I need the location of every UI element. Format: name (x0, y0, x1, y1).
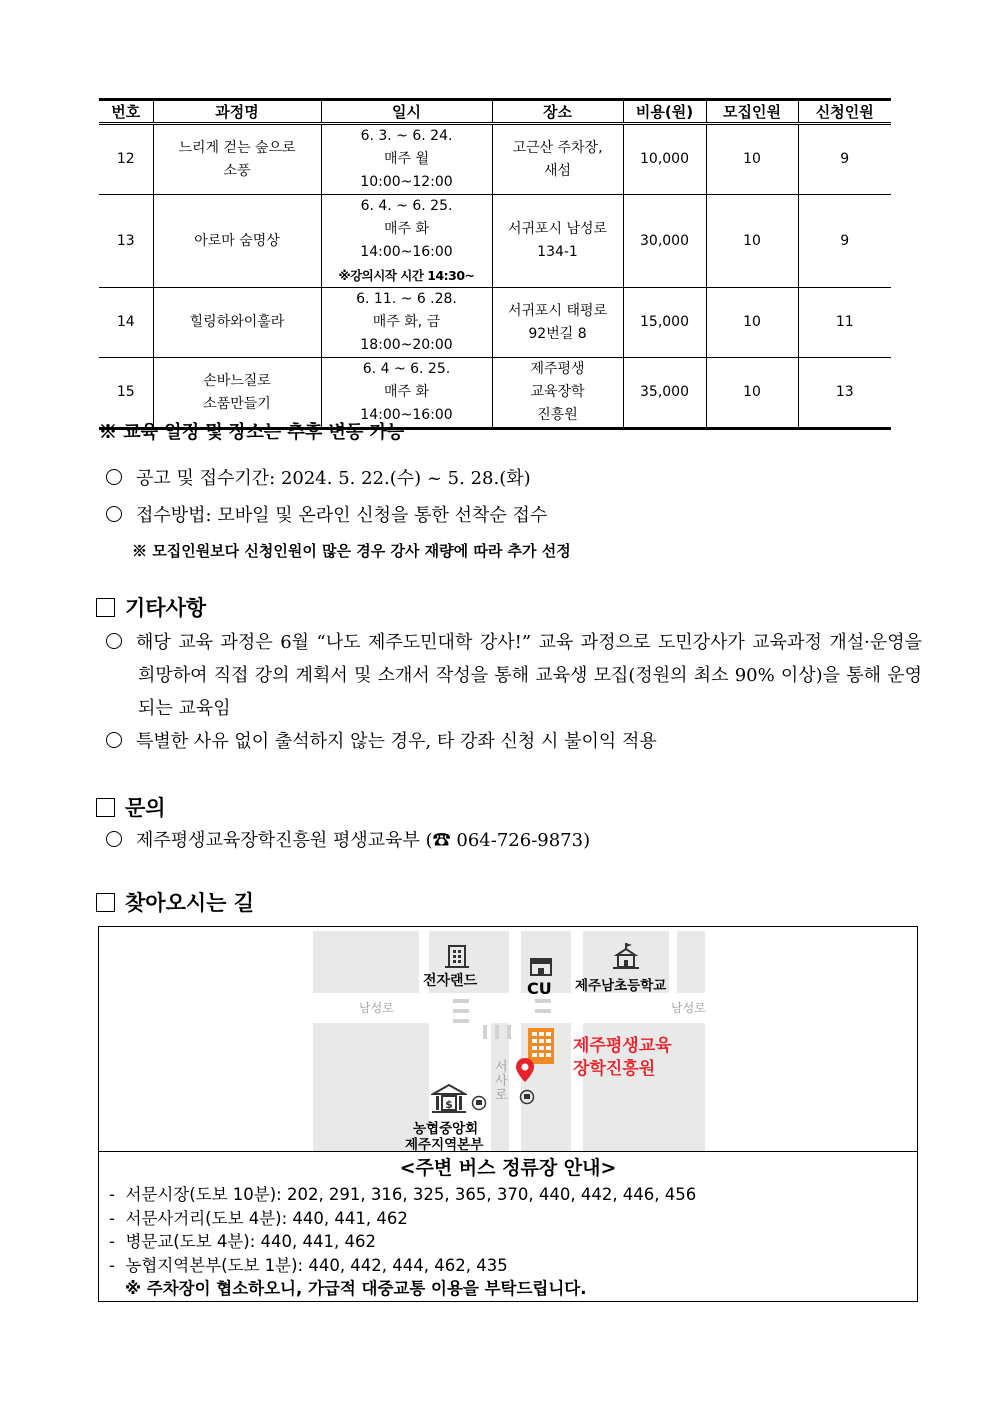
cell-place: 서귀포시 태평로 92번길 8 (492, 288, 623, 358)
cell-capacity: 10 (706, 124, 798, 195)
cell-cost: 10,000 (623, 124, 706, 195)
cell-no: 15 (99, 358, 153, 429)
map-label-cu: CU (527, 979, 552, 998)
crosswalk (495, 1025, 499, 1039)
building-icon (443, 943, 471, 969)
cell-name: 아로마 숨명상 (153, 195, 321, 288)
store-icon (529, 957, 553, 977)
road-label-vertical: 서사로 (495, 1060, 508, 1103)
table-row (99, 124, 891, 195)
cell-capacity: 10 (706, 358, 798, 429)
col-header: 모집인원 (706, 100, 798, 124)
circle-bullet-icon (106, 732, 122, 748)
cell-no: 13 (99, 195, 153, 288)
cell-no: 14 (99, 288, 153, 358)
location-pin-icon (515, 1057, 535, 1083)
section-inquiry-title: 문의 (96, 792, 166, 822)
circle-bullet-icon (106, 831, 122, 847)
list-item: - 서문사거리(도보 4분): 440, 441, 462 (109, 1208, 408, 1228)
circle-bullet-icon (106, 506, 122, 522)
road-label: 남성로 (671, 1001, 706, 1015)
cell-place: 서귀포시 남성로 134-1 (492, 195, 623, 288)
crosswalk (453, 999, 469, 1003)
map-label-electroland: 전자랜드 (423, 973, 478, 989)
bus-stop-icon (471, 1095, 487, 1111)
cell-name: 힐링하와이훌라 (153, 288, 321, 358)
map-block (313, 1023, 429, 1151)
map-label-target-line2: 장학진흥원 (573, 1059, 656, 1079)
schedule-change-notice: ※ 교육 일정 및 장소는 추후 변동 가능 (99, 422, 405, 443)
cell-name: 느리게 걷는 숲으로 소풍 (153, 124, 321, 195)
etc-item-2: 특별한 사유 없이 출석하지 않는 경우, 타 강좌 신청 시 불이익 적용 (106, 725, 922, 758)
cell-no: 12 (99, 124, 153, 195)
parking-note: ※ 주차장이 협소하오니, 가급적 대중교통 이용을 부탁드립니다. (125, 1279, 587, 1298)
method-subnote: ※ 모집인원보다 신청인원이 많은 경우 강사 재량에 따라 추가 선정 (132, 542, 571, 560)
square-bullet-icon (96, 598, 115, 617)
cell-place: 제주평생 교육장학 진흥원 (492, 358, 623, 429)
cell-cost: 35,000 (623, 358, 706, 429)
list-item: - 서문시장(도보 10분): 202, 291, 316, 325, 365, 370, 440, 442, 446, 456 (109, 1185, 697, 1204)
cell-schedule: 6. 3. ~ 6. 24. 매주 월 10:00~12:00 (321, 124, 492, 195)
inquiry-contact: 제주평생교육장학진흥원 평생교육부 (☎ 064-726-9873) (106, 826, 590, 852)
col-header: 장소 (492, 100, 623, 124)
cell-capacity: 10 (706, 288, 798, 358)
square-bullet-icon (96, 798, 115, 817)
svg-text:$: $ (445, 1098, 453, 1111)
table-row (99, 195, 891, 288)
list-item: - 병문교(도보 4분): 440, 441, 462 (109, 1232, 376, 1251)
map-label-target-line1: 제주평생교육 (573, 1036, 672, 1056)
circle-bullet-icon (106, 469, 122, 485)
cell-cost: 15,000 (623, 288, 706, 358)
cell-applied: 11 (798, 288, 891, 358)
course-table (99, 98, 891, 430)
square-bullet-icon (96, 893, 115, 912)
cell-schedule: 6. 11. ~ 6 .28. 매주 화, 금 18:00~20:00 (321, 288, 492, 358)
crosswalk (483, 1025, 487, 1039)
school-icon (611, 941, 641, 971)
col-header: 번호 (99, 100, 153, 124)
cell-name: 손바느질로 소품만들기 (153, 358, 321, 429)
table-row (99, 288, 891, 358)
crosswalk (535, 1009, 551, 1013)
cell-schedule: 6. 4. ~ 6. 25. 매주 화 14:00~16:00 ※강의시작 시간 14:30~ (321, 195, 492, 288)
map-block (313, 931, 419, 993)
cell-applied: 9 (798, 124, 891, 195)
col-header: 비용(원) (623, 100, 706, 124)
map-label-bank-line2: 제주지역본부 (405, 1137, 484, 1152)
section-etc-title: 기타사항 (96, 592, 206, 622)
cell-capacity: 10 (706, 195, 798, 288)
section-directions-title: 찾아오시는 길 (96, 887, 254, 917)
etc-items (106, 626, 922, 758)
col-header: 신청인원 (798, 100, 891, 124)
directions-box (98, 926, 918, 1302)
table-header-row (99, 100, 891, 124)
etc-item-1: 해당 교육 과정은 6월 “나도 제주도민대학 강사!” 교육 과정으로 도민강사가 교육과정 개설·운영을 희망하여 직접 강의 계획서 및 소개서 작성을 통해 교육생 모집(정원의 최소 90% 이상)을 통해 운영되는 교육임 (106, 626, 922, 725)
col-header: 일시 (321, 100, 492, 124)
cell-applied: 9 (798, 195, 891, 288)
application-method: 접수방법: 모바일 및 온라인 신청을 통한 선착순 접수 (106, 501, 547, 527)
bank-icon (431, 1083, 467, 1115)
col-header: 과정명 (153, 100, 321, 124)
map-block (677, 931, 705, 993)
cell-applied: 13 (798, 358, 891, 429)
bus-stop-icon (519, 1089, 535, 1105)
map-label-bank-line1: 농협중앙회 (413, 1121, 479, 1137)
map-label-school: 제주남초등학교 (575, 978, 667, 994)
cell-schedule: 6. 4 ~ 6. 25. 매주 화 14:00~16:00 (321, 358, 492, 429)
road-label: 남성로 (359, 1001, 394, 1015)
crosswalk (507, 1025, 511, 1039)
bus-stop-list (109, 1183, 696, 1301)
cell-cost: 30,000 (623, 195, 706, 288)
bus-info-title: <주변 버스 정류장 안내> (399, 1157, 617, 1179)
application-period: 공고 및 접수기간: 2024. 5. 22.(수) ~ 5. 28.(화) (106, 464, 531, 490)
list-item: - 농협지역본부(도보 1분): 440, 442, 444, 462, 435 (109, 1255, 508, 1275)
cell-place: 고근산 주차장, 새섬 (492, 124, 623, 195)
crosswalk (453, 1019, 469, 1023)
location-map (99, 927, 917, 1152)
crosswalk (535, 999, 551, 1003)
crosswalk (453, 1009, 469, 1013)
circle-bullet-icon (106, 633, 122, 649)
